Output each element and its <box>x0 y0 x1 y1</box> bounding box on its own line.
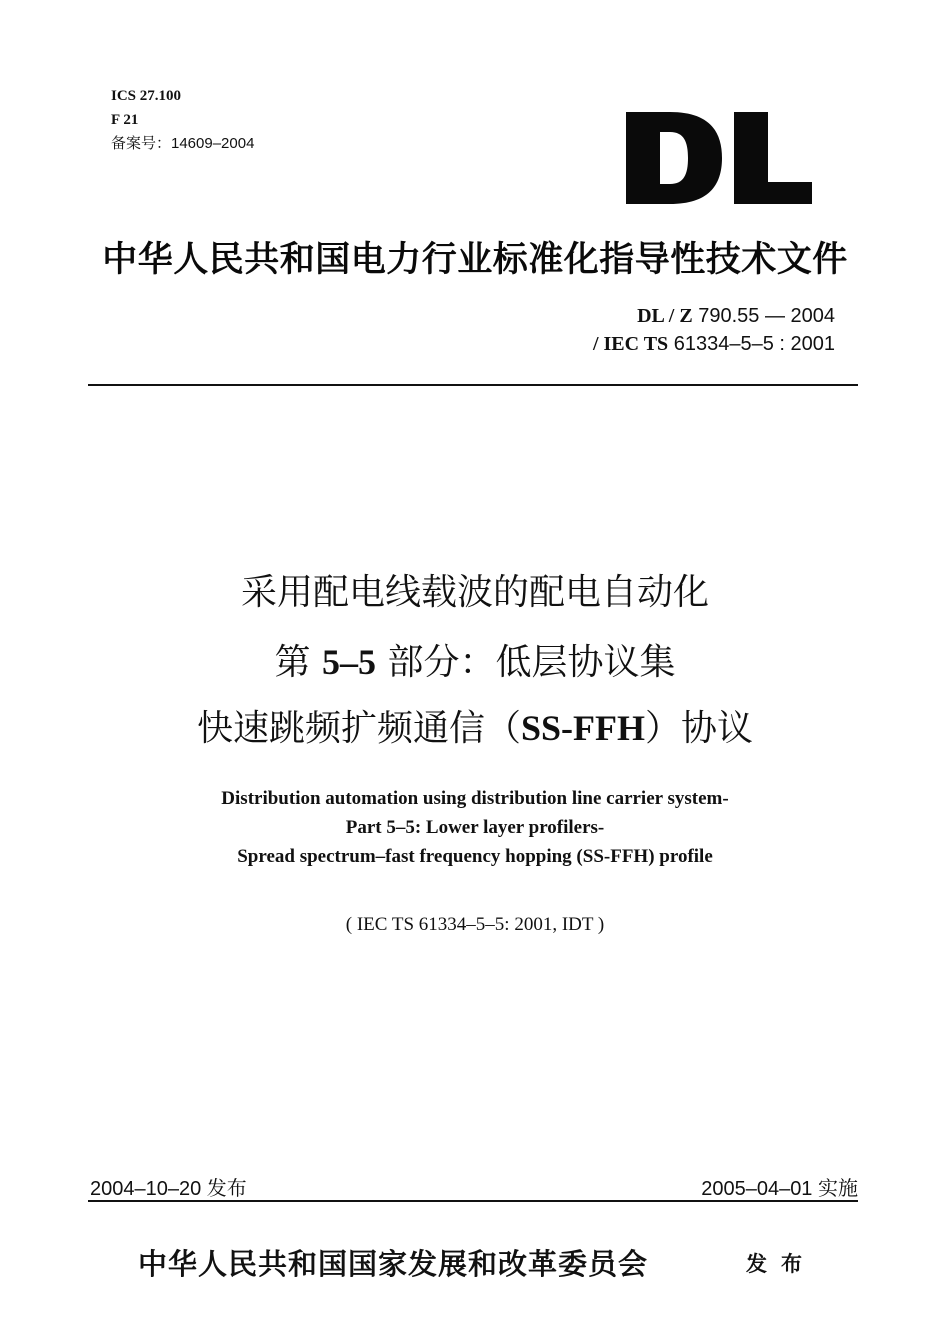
cn-title-line-3: 快速跳频扩频通信（SS-FFH）协议 <box>196 708 754 749</box>
iec-code <box>593 330 835 358</box>
cn-title-line-2: 第 5–5 部分：低层协议集 <box>274 642 676 683</box>
footer-divider <box>88 1200 858 1202</box>
en-title-line-3: Spread spectrum–fast frequency hopping (SS-FFH) profile <box>237 846 713 867</box>
ics-code: ICS 27.100 <box>111 88 182 104</box>
standard-code <box>637 302 835 330</box>
implement-date: 2005–04–01 实施 <box>701 1178 858 1200</box>
iec-code-number: 61334–5–5 : 2001 <box>668 333 835 355</box>
en-title-line-2: Part 5–5: Lower layer profilers- <box>345 817 605 838</box>
cn-title-line-1: 采用配电线载波的配电自动化 <box>240 572 709 613</box>
record-number: 备案号：14609–2004 <box>111 135 255 152</box>
en-title-line-1: Distribution automation using distribution line carrier system- <box>221 788 729 809</box>
iec-code-prefix: / IEC TS <box>592 333 669 355</box>
header-divider <box>88 384 858 386</box>
standard-code-prefix: DL / Z <box>637 305 693 327</box>
issuer-action: 发布 <box>746 1251 816 1276</box>
standard-category-title: 中华人民共和国电力行业标准化指导性技术文件 <box>102 239 848 280</box>
dl-logo <box>626 112 812 204</box>
issuer-name: 中华人民共和国国家发展和改革委员会 <box>138 1247 649 1281</box>
issue-date: 2004–10–20 发布 <box>90 1178 247 1200</box>
ccs-code: F 21 <box>111 112 139 128</box>
adoption-note: ( IEC TS 61334–5–5: 2001, IDT ) <box>345 914 605 935</box>
standard-code-number: 790.55 — 2004 <box>692 305 835 327</box>
